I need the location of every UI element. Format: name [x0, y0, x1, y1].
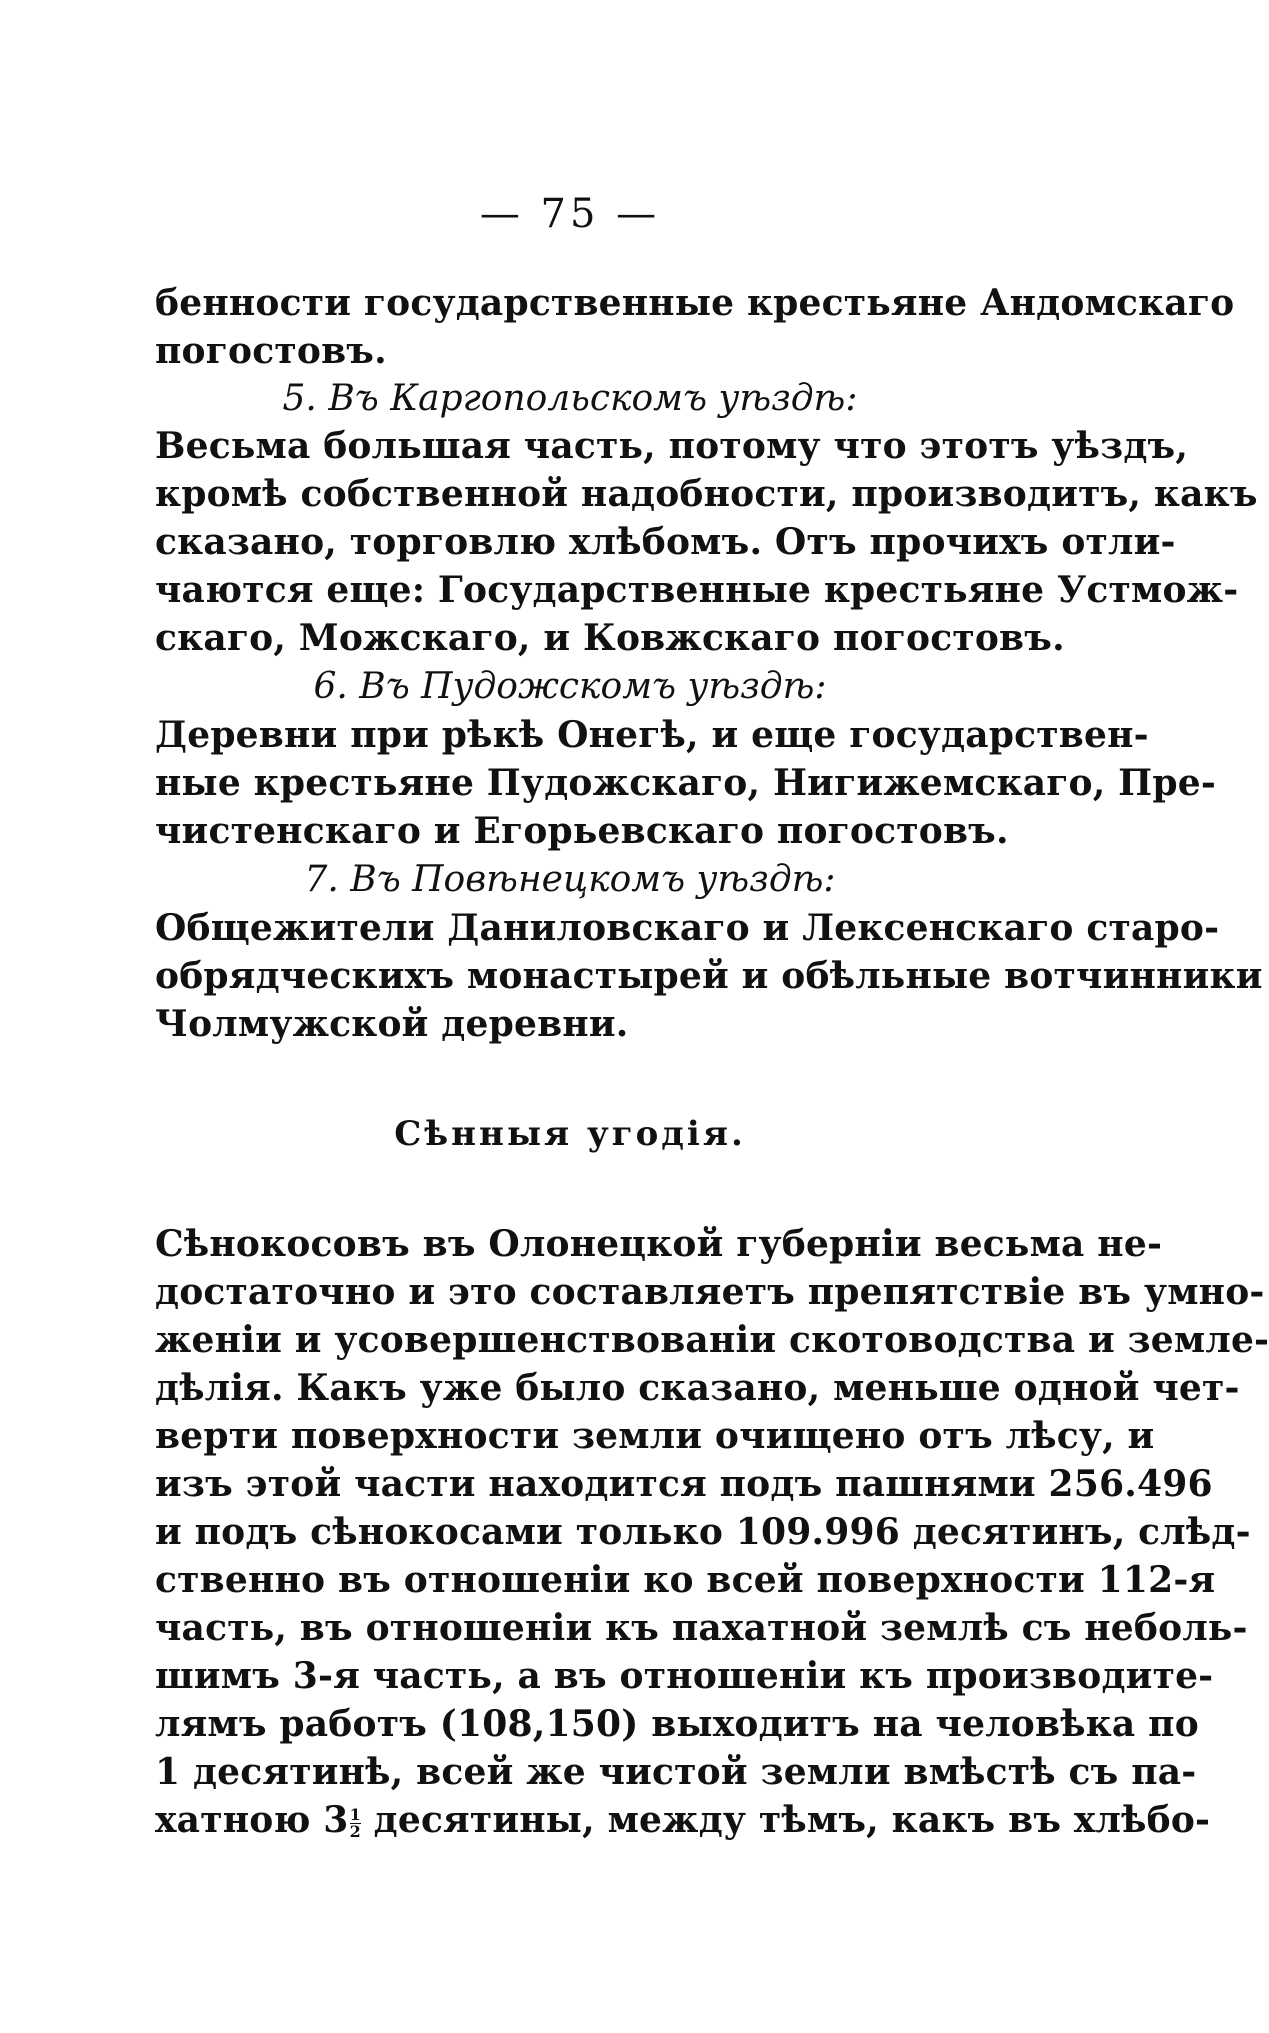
fraction-denominator: 2 [349, 1821, 361, 1841]
text-line: погостовъ. [155, 330, 387, 372]
text-fragment: хатною 3 [155, 1799, 349, 1841]
text-line: верти поверхности земли очищено отъ лѣсу, и [155, 1415, 1155, 1457]
text-line: сказано, торговлю хлѣбомъ. Отъ прочихъ отли- [155, 521, 1176, 563]
text-line: изъ этой части находится подъ пашнями 256.496 [155, 1463, 1213, 1505]
text-line: бенности государственные крестьяне Андомскаго [155, 282, 1235, 324]
text-line: скаго, Можскаго, и Ковжскаго погостовъ. [155, 617, 1065, 659]
section-heading-5: 5. Въ Каргопольскомъ уѣздѣ: [282, 378, 858, 419]
text-line: Весьма большая часть, потому что этотъ уѣздъ, [155, 425, 1189, 467]
text-line: Общежители Даниловскаго и Лексенскаго старо- [155, 907, 1220, 949]
text-line: Сѣнокосовъ въ Олонецкой губерніи весьма не- [155, 1223, 1163, 1265]
page-number: — 75 — [479, 191, 661, 237]
section-title: Сѣнныя угодія. [394, 1114, 746, 1154]
text-line: ные крестьяне Пудожскаго, Нигижемскаго, Пре- [155, 762, 1216, 804]
text-line: часть, въ отношеніи къ пахатной землѣ съ неболь- [155, 1607, 1248, 1649]
text-line: ственно въ отношеніи ко всей поверхности 112-я [155, 1559, 1216, 1601]
fraction-numerator: 1 [349, 1804, 361, 1824]
section-heading-6: 6. Въ Пудожскомъ уѣздѣ: [313, 666, 827, 707]
fraction [349, 1804, 361, 1841]
text-line: Деревни при рѣкѣ Онегѣ, и еще государствен- [155, 714, 1149, 756]
text-line: достаточно и это составляетъ препятствіе въ умно- [155, 1271, 1265, 1313]
text-line: Чолмужской деревни. [155, 1003, 629, 1045]
text-line: 1 десятинѣ, всей же чистой земли вмѣстѣ съ па- [155, 1751, 1197, 1793]
section-heading-7: 7. Въ Повѣнецкомъ уѣздѣ: [304, 859, 836, 900]
text-line: шимъ 3-я часть, а въ отношеніи къ производите- [155, 1655, 1214, 1697]
text-line: кромѣ собственной надобности, производитъ, какъ [155, 473, 1258, 515]
text-line: дѣлія. Какъ уже было сказано, меньше одной чет- [155, 1367, 1240, 1409]
text-line: чистенскаго и Егорьевскаго погостовъ. [155, 810, 1009, 852]
text-line: и подъ сѣнокосами только 109.996 десятинъ, слѣд- [155, 1511, 1251, 1553]
text-line: чаются еще: Государственные крестьяне Устмож- [155, 569, 1239, 611]
text-line: обрядческихъ монастырей и обѣльные вотчинники [155, 955, 1263, 997]
text-fragment: десятины, между тѣмъ, какъ въ хлѣбо- [360, 1799, 1211, 1841]
text-line: женіи и усовершенствованіи скотоводства и земле- [155, 1319, 1269, 1361]
text-line: лямъ работъ (108,150) выходитъ на человѣка по [155, 1703, 1199, 1745]
text-line-with-fraction [155, 1796, 1211, 1845]
